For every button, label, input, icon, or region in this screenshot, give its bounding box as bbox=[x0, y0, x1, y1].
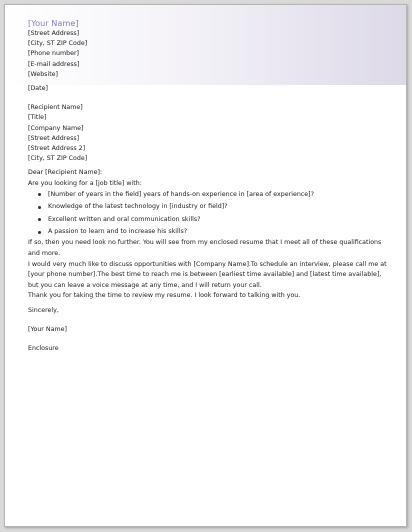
enclosure-note: Enclosure bbox=[28, 345, 59, 353]
recipient-name: [Recipient Name] bbox=[28, 104, 83, 112]
qualification-text: A passion to learn and to increase his skills? bbox=[48, 228, 188, 236]
bullet-icon bbox=[38, 193, 41, 196]
qualification-text: Excellent written and oral communication skills? bbox=[48, 215, 201, 223]
bullet-icon bbox=[38, 206, 41, 209]
recipient-street-2: [Street Address 2] bbox=[28, 145, 86, 153]
list-item bbox=[38, 201, 392, 213]
qualification-list bbox=[28, 189, 392, 239]
recipient-company: [Company Name] bbox=[28, 124, 84, 132]
letter-page bbox=[4, 4, 407, 527]
sender-phone: [Phone number] bbox=[28, 50, 79, 58]
sender-website: [Website] bbox=[28, 70, 59, 78]
paragraph-qualifications: If so, then you need look no further. You will see from my enclosed resume that I meet all of these qualifications and more. bbox=[28, 239, 382, 258]
bullet-icon bbox=[38, 231, 41, 234]
list-item bbox=[38, 226, 392, 238]
sender-street: [Street Address] bbox=[28, 30, 80, 37]
salutation: Dear [Recipient Name]: bbox=[28, 169, 103, 177]
recipient-city: [City, ST ZIP Code] bbox=[28, 155, 88, 163]
letter-date: [Date] bbox=[28, 85, 48, 93]
intro-question: Are you looking for a [job title] with: bbox=[28, 179, 142, 187]
letter-content bbox=[28, 17, 392, 355]
sender-email: [E-mail address] bbox=[28, 60, 80, 68]
paragraph-interview: I would very much like to discuss opportunities with [Company Name].To schedule an interview, please call me at [your phone number].The best time to reach me is between [earliest time available] and [latest time available], but you can leave a voice message at any time, and I will return your call. bbox=[28, 260, 387, 289]
bullet-icon bbox=[38, 218, 41, 221]
sender-city: [City, ST ZIP Code] bbox=[28, 40, 88, 48]
qualification-text: Knowledge of the latest technology in [industry or field]? bbox=[48, 203, 228, 211]
recipient-title: [Title] bbox=[28, 114, 47, 122]
list-item bbox=[38, 214, 392, 226]
signature-name: [Your Name] bbox=[28, 326, 67, 334]
paragraph-thanks: Thank you for taking the time to review my resume. I look forward to talking with you. bbox=[28, 292, 301, 300]
qualification-text: [Number of years in the field] years of hands-on experience in [area of experience]? bbox=[48, 190, 314, 198]
list-item bbox=[38, 189, 392, 201]
sender-name: [Your Name] bbox=[28, 18, 79, 28]
closing: Sincerely, bbox=[28, 307, 59, 315]
recipient-street: [Street Address] bbox=[28, 134, 80, 142]
